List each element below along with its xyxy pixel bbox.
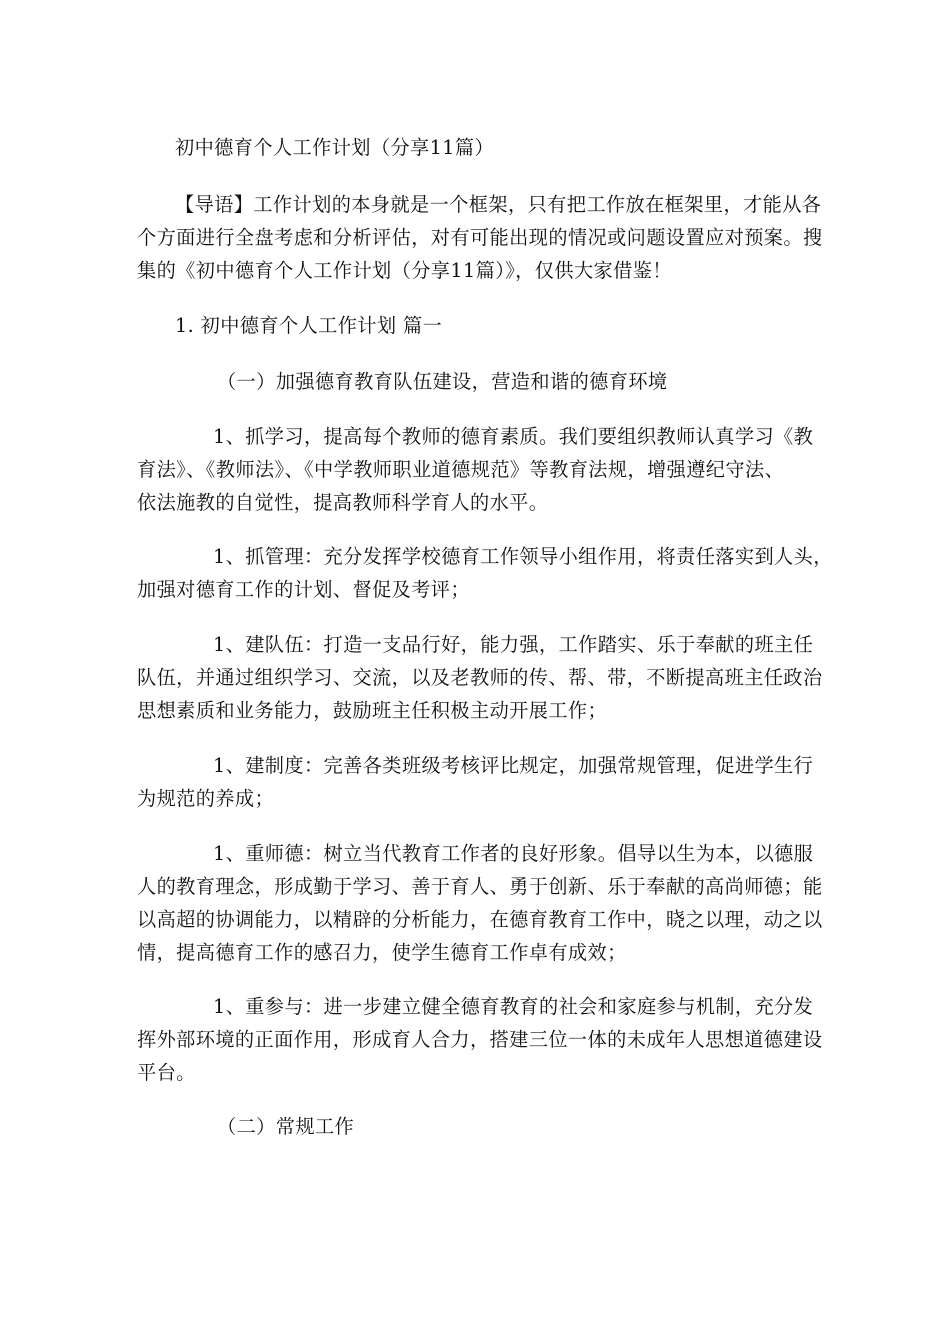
paragraph-line: 情，提高德育工作的感召力，使学生德育工作卓有成效； [137, 941, 627, 964]
section-heading: 1. 初中德育个人工作计划 篇一 [175, 314, 443, 337]
subheading-2: （二）常规工作 [217, 1115, 355, 1138]
paragraph-line: 人的教育理念，形成勤于学习、善于育人、勇于创新、乐于奉献的高尚师德；能 [137, 875, 823, 898]
paragraph-line: 思想素质和业务能力，鼓励班主任积极主动开展工作； [137, 699, 608, 722]
document-title: 初中德育个人工作计划（分享11篇） [175, 136, 495, 159]
paragraph-line: 队伍，并通过组织学习、交流，以及老教师的传、帮、带，不断提高班主任政治 [137, 666, 823, 689]
intro-line: 【导语】工作计划的本身就是一个框架，只有把工作放在框架里，才能从各 [175, 193, 822, 216]
paragraph-line: 加强对德育工作的计划、督促及考评； [137, 578, 470, 601]
paragraph-line: 1、抓学习，提高每个教师的德育素质。我们要组织教师认真学习《教 [213, 425, 814, 448]
intro-line: 集的《初中德育个人工作计划（分享11篇）》，仅供大家借鉴！ [137, 259, 672, 282]
paragraph-line: 1、建队伍：打造一支品行好，能力强，工作踏实、乐于奉献的班主任 [213, 633, 814, 656]
intro-line: 个方面进行全盘考虑和分析评估，对有可能出现的情况或问题设置应对预案。搜 [137, 226, 823, 249]
paragraph-line: 以高超的协调能力，以精辟的分析能力，在德育教育工作中，晓之以理，动之以 [137, 908, 823, 931]
paragraph-line: 1、重师德：树立当代教育工作者的良好形象。倡导以生为本，以德服 [213, 842, 814, 865]
paragraph-line: 依法施教的自觉性，提高教师科学育人的水平。 [137, 491, 549, 514]
paragraph-line: 1、重参与：进一步建立健全德育教育的社会和家庭参与机制，充分发 [213, 995, 814, 1018]
paragraph-line: 1、建制度：完善各类班级考核评比规定，加强常规管理，促进学生行 [213, 754, 814, 777]
paragraph-line: 育法》、《教师法》、《中学教师职业道德规范》等教育法规，增强遵纪守法、 [137, 458, 785, 481]
paragraph-line: 为规范的养成； [137, 787, 275, 810]
paragraph-line: 平台。 [137, 1061, 196, 1084]
subheading-1: （一）加强德育教育队伍建设，营造和谐的德育环境 [217, 370, 668, 393]
paragraph-line: 1、抓管理：充分发挥学校德育工作领导小组作用，将责任落实到人头， [213, 545, 833, 568]
paragraph-line: 挥外部环境的正面作用，形成育人合力，搭建三位一体的未成年人思想道德建设 [137, 1028, 823, 1051]
